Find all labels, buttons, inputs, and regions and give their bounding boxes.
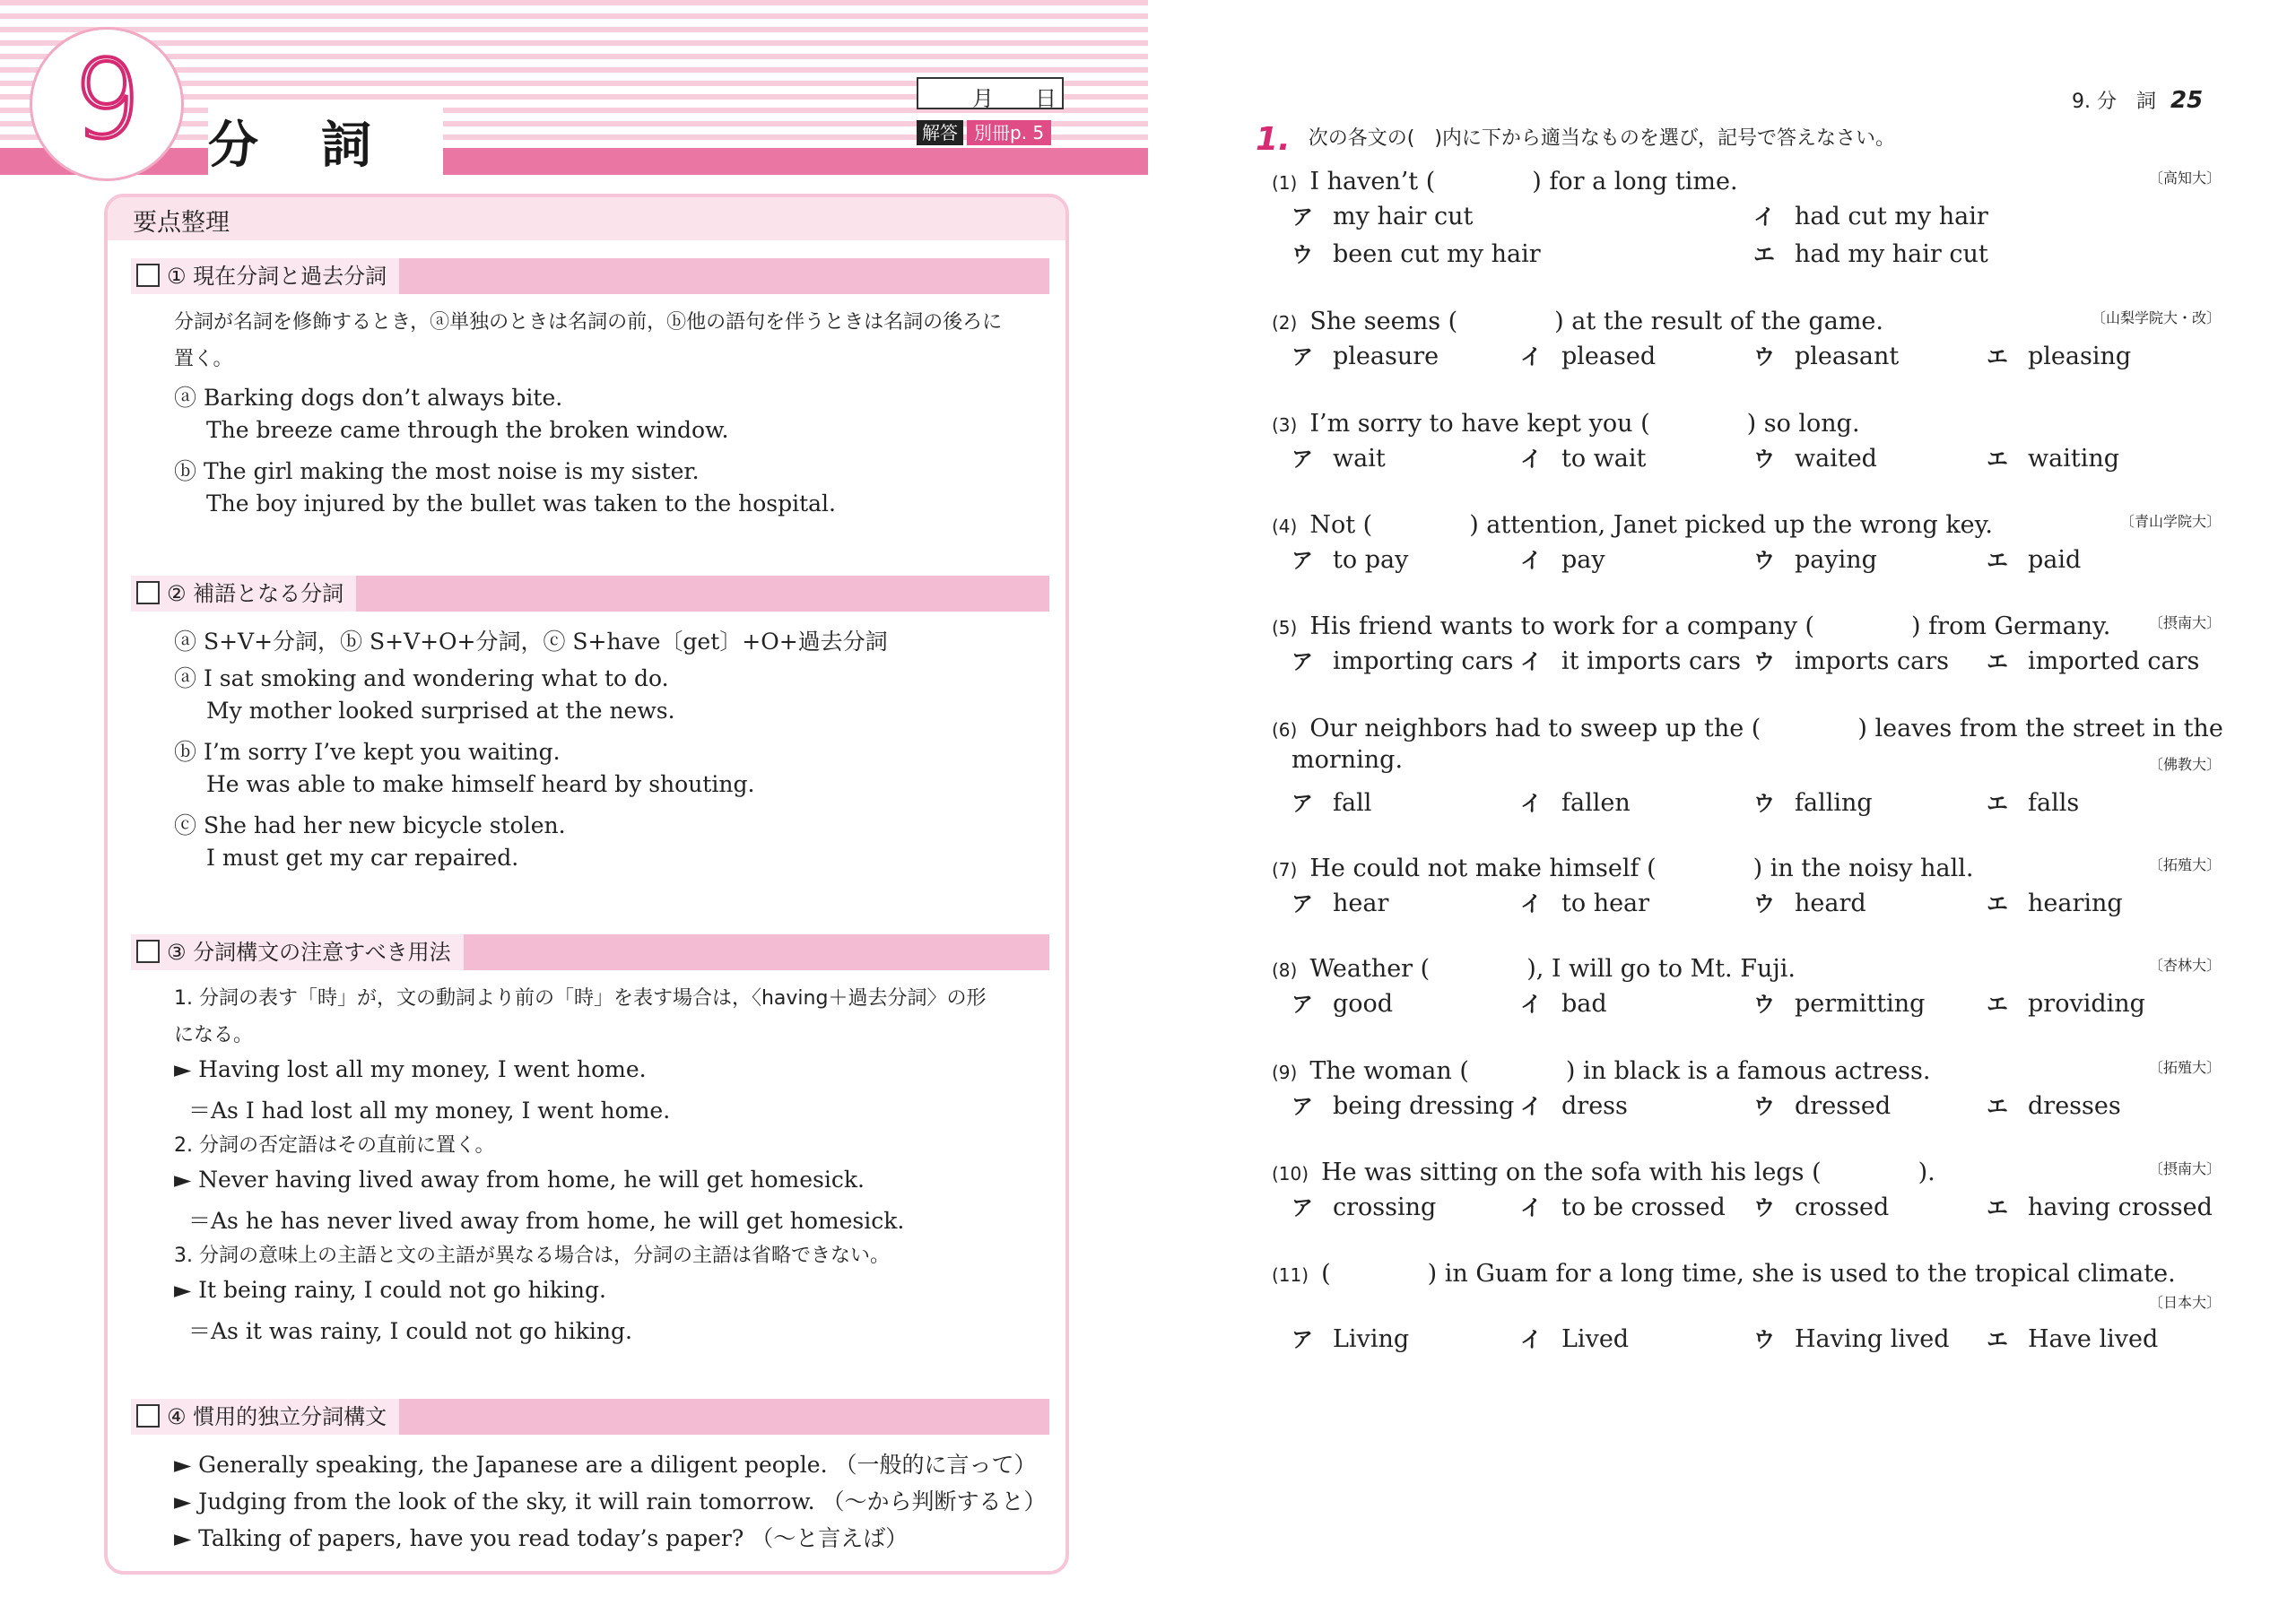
option-key: ア — [1292, 891, 1313, 916]
question-number: (3) — [1272, 414, 1298, 436]
question-number: (2) — [1272, 312, 1298, 334]
source-label: 〔摂南大〕 — [2148, 1160, 2221, 1177]
answer-option[interactable] — [1520, 339, 1656, 370]
summary-line: ⓒ She had her new bicycle stolen. — [174, 812, 566, 838]
source-label: 〔摂南大〕 — [2148, 614, 2221, 631]
checkbox[interactable] — [136, 940, 160, 963]
option-key: エ — [1987, 447, 2008, 472]
question-text: (10) He was sitting on the sofa with his legs ( ). — [1272, 1159, 1935, 1186]
answer-option[interactable] — [1753, 1190, 1889, 1221]
option-key: イ — [1520, 992, 1542, 1017]
summary-line: 3. 分詞の意味上の主語と文の主語が異なる場合は，分詞の主語は省略できない。 — [174, 1245, 890, 1267]
option-text: been cut my hair — [1333, 240, 1541, 268]
answer-option[interactable] — [1520, 1322, 1629, 1353]
option-key: ア — [1292, 548, 1313, 573]
answer-option[interactable] — [1987, 986, 2145, 1018]
summary-line: ＝As I had lost all my money, I went home. — [188, 1098, 671, 1124]
option-key: ア — [1292, 1094, 1313, 1119]
question-text: (11) ( ) in Guam for a long time, she is used to the tropical climate. — [1272, 1260, 2176, 1288]
option-key: イ — [1520, 548, 1542, 573]
option-text: Lived — [1561, 1325, 1630, 1353]
answer-option[interactable] — [1292, 644, 1513, 675]
question-text: (2) She seems ( ) at the result of the game. — [1272, 308, 1883, 335]
option-text: pleasure — [1333, 343, 1439, 370]
option-text: imports cars — [1795, 647, 1949, 675]
option-text: to hear — [1561, 890, 1650, 917]
question-text: (1) I haven’t ( ) for a long time. — [1272, 168, 1738, 195]
option-key: エ — [1987, 891, 2008, 916]
question-text: (5) His friend wants to work for a company ( ) from Germany. — [1272, 612, 2111, 640]
summary-line: 分詞が名詞を修飾するとき，ⓐ単独のときは名詞の前，ⓑ他の語句を伴うときは名詞の後ろに — [174, 311, 1003, 334]
option-key: イ — [1520, 1327, 1542, 1352]
question-number: (8) — [1272, 959, 1298, 981]
answer-option[interactable] — [1987, 542, 2081, 574]
summary-line: ⓐ Barking dogs don’t always bite. — [174, 385, 563, 411]
option-key: エ — [1987, 992, 2008, 1017]
section-header — [131, 576, 1049, 612]
option-key: ア — [1292, 1327, 1313, 1352]
option-text: Having lived — [1795, 1325, 1950, 1353]
summary-line: ⓑ The girl making the most noise is my sister. — [174, 458, 700, 484]
summary-line: ► Generally speaking, the Japanese are a diligent people. （一般的に言って） — [174, 1452, 1037, 1478]
option-text: pay — [1561, 546, 1605, 574]
summary-line: ＝As he has never lived away from home, he will get homesick. — [188, 1208, 905, 1234]
option-text: importing cars — [1333, 647, 1514, 675]
option-key: ウ — [1753, 1094, 1775, 1119]
option-text: being dressing — [1333, 1092, 1515, 1120]
summary-line: になる。 — [174, 1024, 254, 1046]
answer-option[interactable] — [1292, 886, 1388, 917]
source-label: 〔高知大〕 — [2148, 169, 2221, 187]
option-key: ア — [1292, 344, 1313, 369]
answer-option[interactable] — [1520, 986, 1607, 1018]
answer-option[interactable] — [1753, 339, 1899, 370]
question-heading: 1. 次の各文の( )内に下から適当なものを選び，記号で答えなさい。 — [1256, 121, 1896, 158]
answer-option[interactable] — [1520, 886, 1649, 917]
option-text: crossed — [1795, 1193, 1890, 1221]
answer-option[interactable] — [1987, 1190, 2213, 1221]
option-key: ア — [1292, 992, 1313, 1017]
summary-line: ⓐ S+V+分詞，ⓑ S+V+O+分詞，ⓒ S+have〔get〕+O+過去分詞 — [174, 629, 888, 655]
answer-option[interactable] — [1753, 986, 1925, 1018]
option-key: イ — [1520, 891, 1542, 916]
option-text: permitting — [1795, 990, 1926, 1018]
option-key: イ — [1520, 344, 1542, 369]
checkbox[interactable] — [136, 1404, 160, 1428]
option-text: hearing — [2028, 890, 2123, 917]
section-label: ① 現在分詞と過去分詞 — [131, 258, 399, 294]
option-text: wait — [1333, 445, 1386, 473]
option-text: to pay — [1333, 546, 1409, 574]
option-key: エ — [1987, 344, 2008, 369]
option-key: エ — [1987, 548, 2008, 573]
section-label: ④ 慣用的独立分詞構文 — [131, 1399, 399, 1435]
option-text: Living — [1333, 1325, 1410, 1353]
answer-option[interactable] — [1987, 1322, 2158, 1353]
option-key: ウ — [1292, 242, 1313, 267]
option-key: イ — [1520, 447, 1542, 472]
section-header — [131, 934, 1049, 970]
summary-line: The boy injured by the bullet was taken to the hospital. — [206, 490, 836, 516]
option-text: to wait — [1561, 445, 1647, 473]
option-key: エ — [1987, 1094, 2008, 1119]
option-key: ウ — [1753, 649, 1775, 674]
answer-option[interactable] — [1520, 1190, 1726, 1221]
section-header — [131, 258, 1049, 294]
question-number: (4) — [1272, 516, 1298, 537]
answer-option[interactable] — [1987, 1089, 2121, 1120]
question-text: (7) He could not make himself ( ) in the noisy hall. — [1272, 855, 1974, 882]
instruction: 次の各文の( )内に下から適当なものを選び，記号で答えなさい。 — [1308, 127, 1896, 150]
question-number: (9) — [1272, 1062, 1298, 1083]
summary-line: ► Never having lived away from home, he will get homesick. — [174, 1167, 865, 1193]
answer-option[interactable] — [1987, 644, 2199, 675]
section-header — [131, 1399, 1049, 1435]
option-text: having crossed — [2028, 1193, 2213, 1221]
question-number: (11) — [1272, 1264, 1309, 1286]
answer-option[interactable] — [1987, 785, 2079, 817]
answer-option[interactable] — [1753, 199, 1988, 230]
answer-option[interactable] — [1292, 986, 1393, 1018]
option-key: エ — [1987, 791, 2008, 816]
answer-option[interactable] — [1987, 339, 2131, 370]
option-key: ウ — [1753, 992, 1775, 1017]
section-label: ② 補語となる分詞 — [131, 576, 356, 612]
question-number: (6) — [1272, 719, 1298, 741]
answer-option[interactable] — [1292, 542, 1408, 574]
summary-line: ► Talking of papers, have you read today’s paper? （〜と言えば） — [174, 1525, 909, 1551]
question-text-cont: morning. — [1292, 746, 1404, 774]
summary-line: ＝As it was rainy, I could not go hiking. — [188, 1318, 632, 1344]
question-text: (6) Our neighbors had to sweep up the ( ) leaves from the street in the — [1272, 715, 2223, 742]
option-key: ア — [1292, 649, 1313, 674]
answer-option[interactable] — [1987, 441, 2119, 473]
option-text: it imports cars — [1561, 647, 1742, 675]
option-key: エ — [1987, 1195, 2008, 1220]
answer-option[interactable] — [1753, 1322, 1950, 1353]
source-label: 〔拓殖大〕 — [2148, 1059, 2221, 1076]
summary-box — [104, 194, 1069, 1575]
option-key: エ — [1753, 242, 1775, 267]
summary-line: ⓐ I sat smoking and wondering what to do. — [174, 665, 669, 691]
option-text: fall — [1333, 789, 1372, 817]
option-key: ア — [1292, 791, 1313, 816]
answer-option[interactable] — [1292, 1322, 1409, 1353]
option-text: had cut my hair — [1795, 203, 1988, 230]
option-text: paid — [2028, 546, 2082, 574]
answer-option[interactable] — [1292, 199, 1473, 230]
answer-option[interactable] — [1753, 785, 1873, 817]
summary-title: 要点整理 — [133, 209, 230, 237]
option-text: good — [1333, 990, 1394, 1018]
option-key: イ — [1520, 649, 1542, 674]
answer-option[interactable] — [1753, 1089, 1891, 1120]
summary-line: 置く。 — [174, 348, 233, 370]
answer-option[interactable] — [1520, 644, 1741, 675]
option-text: pleased — [1561, 343, 1657, 370]
option-text: to be crossed — [1561, 1193, 1726, 1221]
summary-line: 2. 分詞の否定語はその直前に置く。 — [174, 1134, 495, 1157]
option-text: falling — [1795, 789, 1873, 817]
option-text: providing — [2028, 990, 2145, 1018]
summary-header — [108, 197, 1065, 240]
source-label: 〔山梨学院大・改〕 — [2091, 309, 2221, 326]
option-text: hear — [1333, 890, 1389, 917]
question-number: (10) — [1272, 1163, 1309, 1185]
option-text: bad — [1561, 990, 1607, 1018]
source-label: 〔杏林大〕 — [2148, 957, 2221, 974]
option-text: heard — [1795, 890, 1866, 917]
unit-title: 分詞 — [208, 106, 443, 178]
option-key: ウ — [1753, 344, 1775, 369]
option-key: ウ — [1753, 791, 1775, 816]
answer-option[interactable] — [1987, 886, 2123, 917]
answer-option[interactable] — [1292, 237, 1541, 268]
section-label: ③ 分詞構文の注意すべき用法 — [131, 934, 464, 970]
option-key: イ — [1520, 1094, 1542, 1119]
option-key: ウ — [1753, 1327, 1775, 1352]
option-key: ア — [1292, 447, 1313, 472]
date-box[interactable]: 月 日 — [917, 77, 1064, 109]
answer-option[interactable] — [1292, 785, 1371, 817]
option-key: エ — [1987, 1327, 2008, 1352]
summary-line: ► It being rainy, I could not go hiking. — [174, 1277, 606, 1303]
answer-option[interactable] — [1753, 237, 1988, 268]
option-text: pleasing — [2028, 343, 2132, 370]
answer-option[interactable] — [1292, 1190, 1436, 1221]
answer-option[interactable] — [1520, 785, 1631, 817]
summary-line: The breeze came through the broken window. — [206, 417, 729, 443]
question-number: (5) — [1272, 617, 1298, 638]
option-text: dress — [1561, 1092, 1628, 1120]
option-text: crossing — [1333, 1193, 1437, 1221]
option-text: paying — [1795, 546, 1877, 574]
source-label: 〔拓殖大〕 — [2148, 856, 2221, 873]
summary-line: He was able to make himself heard by shouting. — [206, 771, 755, 797]
option-key: ア — [1292, 1195, 1313, 1220]
option-text: dressed — [1795, 1092, 1892, 1120]
answer-option[interactable] — [1520, 1089, 1628, 1120]
question-text: (8) Weather ( ), I will go to Mt. Fuji. — [1272, 955, 1796, 983]
answer-option[interactable] — [1292, 1089, 1514, 1120]
question-text: (9) The woman ( ) in black is a famous actress. — [1272, 1057, 1931, 1085]
option-text: dresses — [2028, 1092, 2121, 1120]
question-number: (7) — [1272, 859, 1298, 881]
option-text: waiting — [2028, 445, 2120, 473]
option-key: ウ — [1753, 447, 1775, 472]
summary-line: ⓑ I’m sorry I’ve kept you waiting. — [174, 739, 561, 765]
answer-option[interactable] — [1753, 644, 1949, 675]
answer-option[interactable] — [1292, 339, 1439, 370]
summary-line: I must get my car repaired. — [206, 845, 519, 871]
source-label: 〔日本大〕 — [2148, 1294, 2221, 1311]
page-number: 25 — [2170, 87, 2204, 114]
summary-line: ► Having lost all my money, I went home. — [174, 1056, 647, 1082]
option-text: falls — [2028, 789, 2080, 817]
answer-option[interactable] — [1753, 441, 1877, 473]
summary-line: My mother looked surprised at the news. — [206, 698, 675, 724]
unit-number-badge: 9 — [30, 27, 184, 181]
source-label: 〔青山学院大〕 — [2119, 513, 2221, 530]
question-text: (3) I’m sorry to have kept you ( ) so long. — [1272, 410, 1860, 438]
answer-reference: 解答 別冊p. 5 — [917, 118, 1051, 145]
answer-option[interactable] — [1520, 542, 1605, 574]
question-number: (1) — [1272, 172, 1298, 194]
option-key: ウ — [1753, 548, 1775, 573]
option-key: ウ — [1753, 1195, 1775, 1220]
header-band — [0, 148, 1148, 175]
option-text: my hair cut — [1333, 203, 1474, 230]
answer-option[interactable] — [1520, 441, 1646, 473]
question-text: (4) Not ( ) attention, Janet picked up the wrong key. — [1272, 511, 1993, 539]
option-text: Have lived — [2028, 1325, 2159, 1353]
checkbox[interactable] — [136, 581, 160, 604]
page-header: 9. 分 詞 25 — [2072, 87, 2204, 114]
summary-line: ► Judging from the look of the sky, it will rain tomorrow. （〜から判断すると） — [174, 1488, 1047, 1515]
option-key: エ — [1987, 649, 2008, 674]
option-key: ア — [1292, 204, 1313, 230]
option-text: fallen — [1561, 789, 1631, 817]
option-text: had my hair cut — [1795, 240, 1988, 268]
answer-option[interactable] — [1753, 886, 1866, 917]
option-text: waited — [1795, 445, 1877, 473]
option-text: pleasant — [1795, 343, 1900, 370]
option-key: イ — [1520, 791, 1542, 816]
option-key: イ — [1520, 1195, 1542, 1220]
checkbox[interactable] — [136, 264, 160, 287]
answer-option[interactable] — [1292, 441, 1386, 473]
option-text: imported cars — [2028, 647, 2200, 675]
option-key: ウ — [1753, 891, 1775, 916]
summary-line: 1. 分詞の表す「時」が，文の動詞より前の「時」を表す場合は，〈having＋過去分詞〉の形 — [174, 987, 987, 1010]
source-label: 〔佛教大〕 — [2148, 756, 2221, 773]
option-key: イ — [1753, 204, 1775, 230]
answer-option[interactable] — [1753, 542, 1877, 574]
